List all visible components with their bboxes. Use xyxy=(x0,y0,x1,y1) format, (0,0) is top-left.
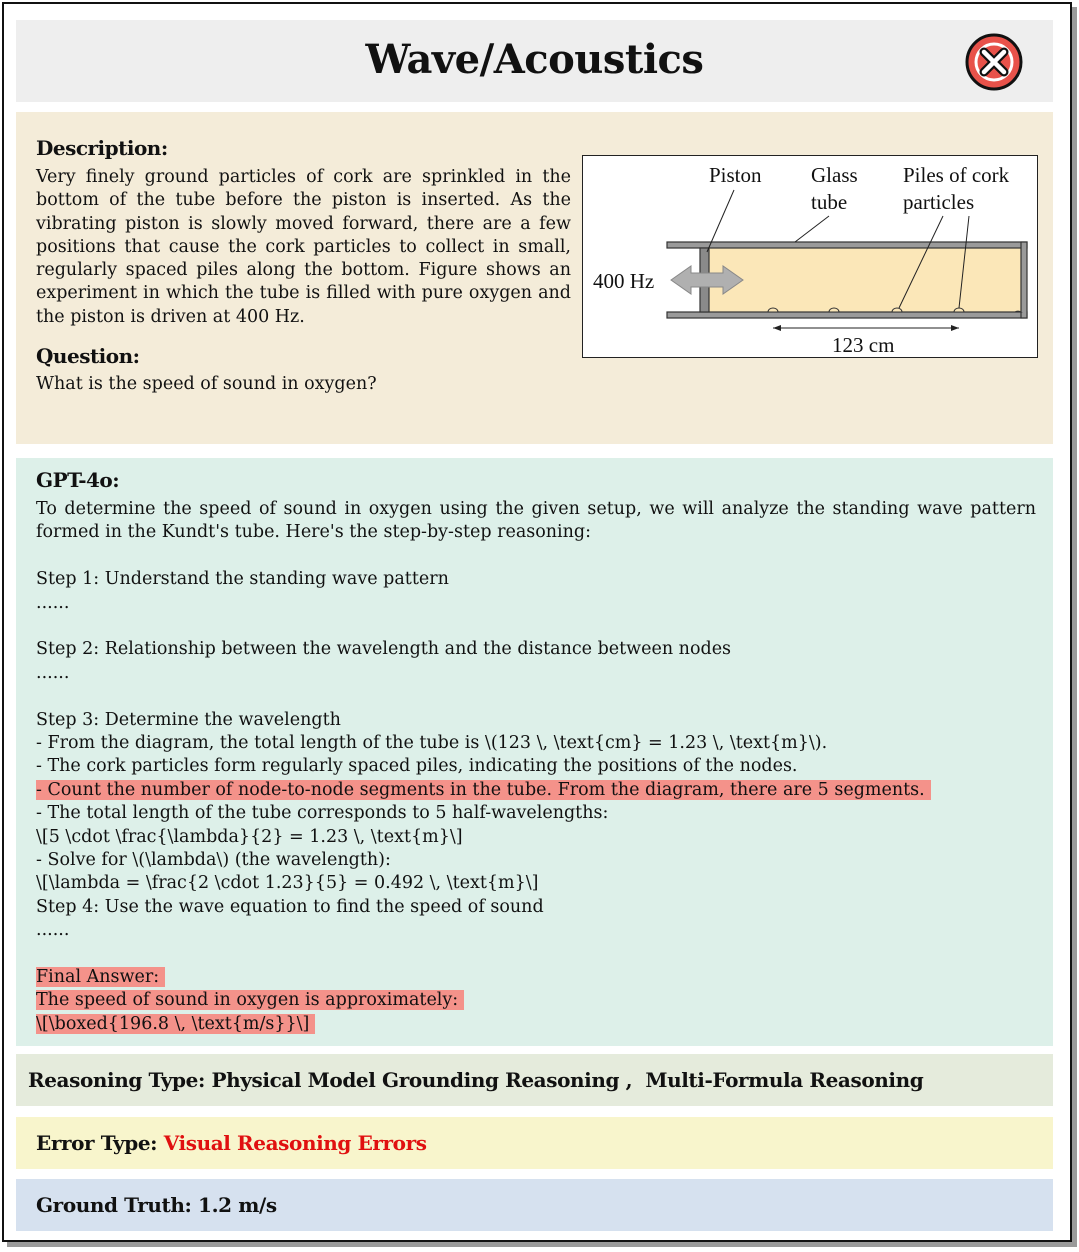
step2-ellipsis: ...... xyxy=(36,662,70,683)
question-text: What is the speed of sound in oxygen? xyxy=(36,374,377,394)
description-label: Description: xyxy=(36,136,168,160)
glass-label-2: tube xyxy=(811,190,848,214)
description-text: Very finely ground particles of cork are sprinkled in the bottom of the tube before the piston is inserted. As the vibrating piston is slowly moved forward, there are a few positions that cause the cork particles to collect in small, regularly spaced piles along the bottom. Figure shows an experiment in which the tube is filled with pure oxygen and the piston is driven at 400 Hz. xyxy=(36,167,571,327)
step3-line: - The cork particles form regularly spaced piles, indicating the positions of the nodes. xyxy=(36,756,798,777)
step3-line: - From the diagram, the total length of the tube is \(123 \, \text{cm} = 1.23 \, \text{m}\). xyxy=(36,732,828,753)
step1-heading: Step 1: Understand the standing wave pattern xyxy=(36,569,449,590)
reasoning-type-value: Physical Model Grounding Reasoning , Multi-Formula Reasoning xyxy=(211,1068,924,1092)
title-bar xyxy=(16,20,1053,102)
step2-heading: Step 2: Relationship between the wavelength and the distance between nodes xyxy=(36,639,732,660)
step4-ellipsis: ...... xyxy=(36,920,70,941)
final-answer-label: Final Answer: xyxy=(36,967,165,987)
ground-truth xyxy=(36,1193,277,1217)
ground-truth-bar xyxy=(16,1179,1053,1231)
step3-heading: Step 3: Determine the wavelength xyxy=(36,709,341,730)
question-label: Question: xyxy=(36,344,140,368)
model-answer-section xyxy=(16,458,1053,1046)
error-type xyxy=(36,1131,427,1155)
frequency-label: 400 Hz xyxy=(593,269,655,293)
tube-diagram xyxy=(583,156,1037,357)
page-title: Wave/Acoustics xyxy=(365,36,704,83)
step1-ellipsis: ...... xyxy=(36,592,70,613)
model-label: GPT-4o: xyxy=(36,468,120,492)
highlighted-error-line: - Count the number of node-to-node segments in the tube. From the diagram, there are 5 segments. xyxy=(36,780,931,800)
ground-truth-label: Ground Truth: xyxy=(36,1193,192,1217)
reasoning-type xyxy=(28,1068,923,1092)
close-icon[interactable] xyxy=(964,32,1024,92)
step4-heading: Step 4: Use the wave equation to find the speed of sound xyxy=(36,896,544,917)
glass-label-1: Glass xyxy=(811,163,858,187)
reasoning-type-label: Reasoning Type: xyxy=(28,1068,205,1092)
card-frame xyxy=(2,2,1072,1242)
final-answer-value: \[\boxed{196.8 \, \text{m/s}}\] xyxy=(36,1014,315,1034)
length-label: 123 cm xyxy=(832,333,895,357)
answer-intro: To determine the speed of sound in oxygen using the given setup, we will analyze the standing wave pattern formed in the Kundt's tube. Here's the step-by-step reasoning: xyxy=(36,499,1036,543)
answer-text xyxy=(36,498,1036,1036)
error-type-label: Error Type: xyxy=(36,1131,158,1155)
piles-label-1: Piles of cork xyxy=(903,163,1010,187)
kundt-tube-figure xyxy=(582,155,1038,358)
description-section xyxy=(16,112,1053,444)
error-type-value: Visual Reasoning Errors xyxy=(163,1131,427,1155)
ground-truth-value: 1.2 m/s xyxy=(198,1193,277,1217)
error-type-bar xyxy=(16,1117,1053,1169)
piston-label: Piston xyxy=(709,163,762,187)
step3-formula: \[\lambda = \frac{2 \cdot 1.23}{5} = 0.492 \, \text{m}\] xyxy=(36,873,539,894)
final-answer-text: The speed of sound in oxygen is approximately: xyxy=(36,990,464,1010)
step3-line: - The total length of the tube corresponds to 5 half-wavelengths: xyxy=(36,803,609,824)
piles-label-2: particles xyxy=(903,190,975,214)
reasoning-type-bar xyxy=(16,1054,1053,1106)
step3-line: - Solve for \(\lambda\) (the wavelength): xyxy=(36,849,391,870)
step3-formula: \[5 \cdot \frac{\lambda}{2} = 1.23 \, \text{m}\] xyxy=(36,826,463,847)
